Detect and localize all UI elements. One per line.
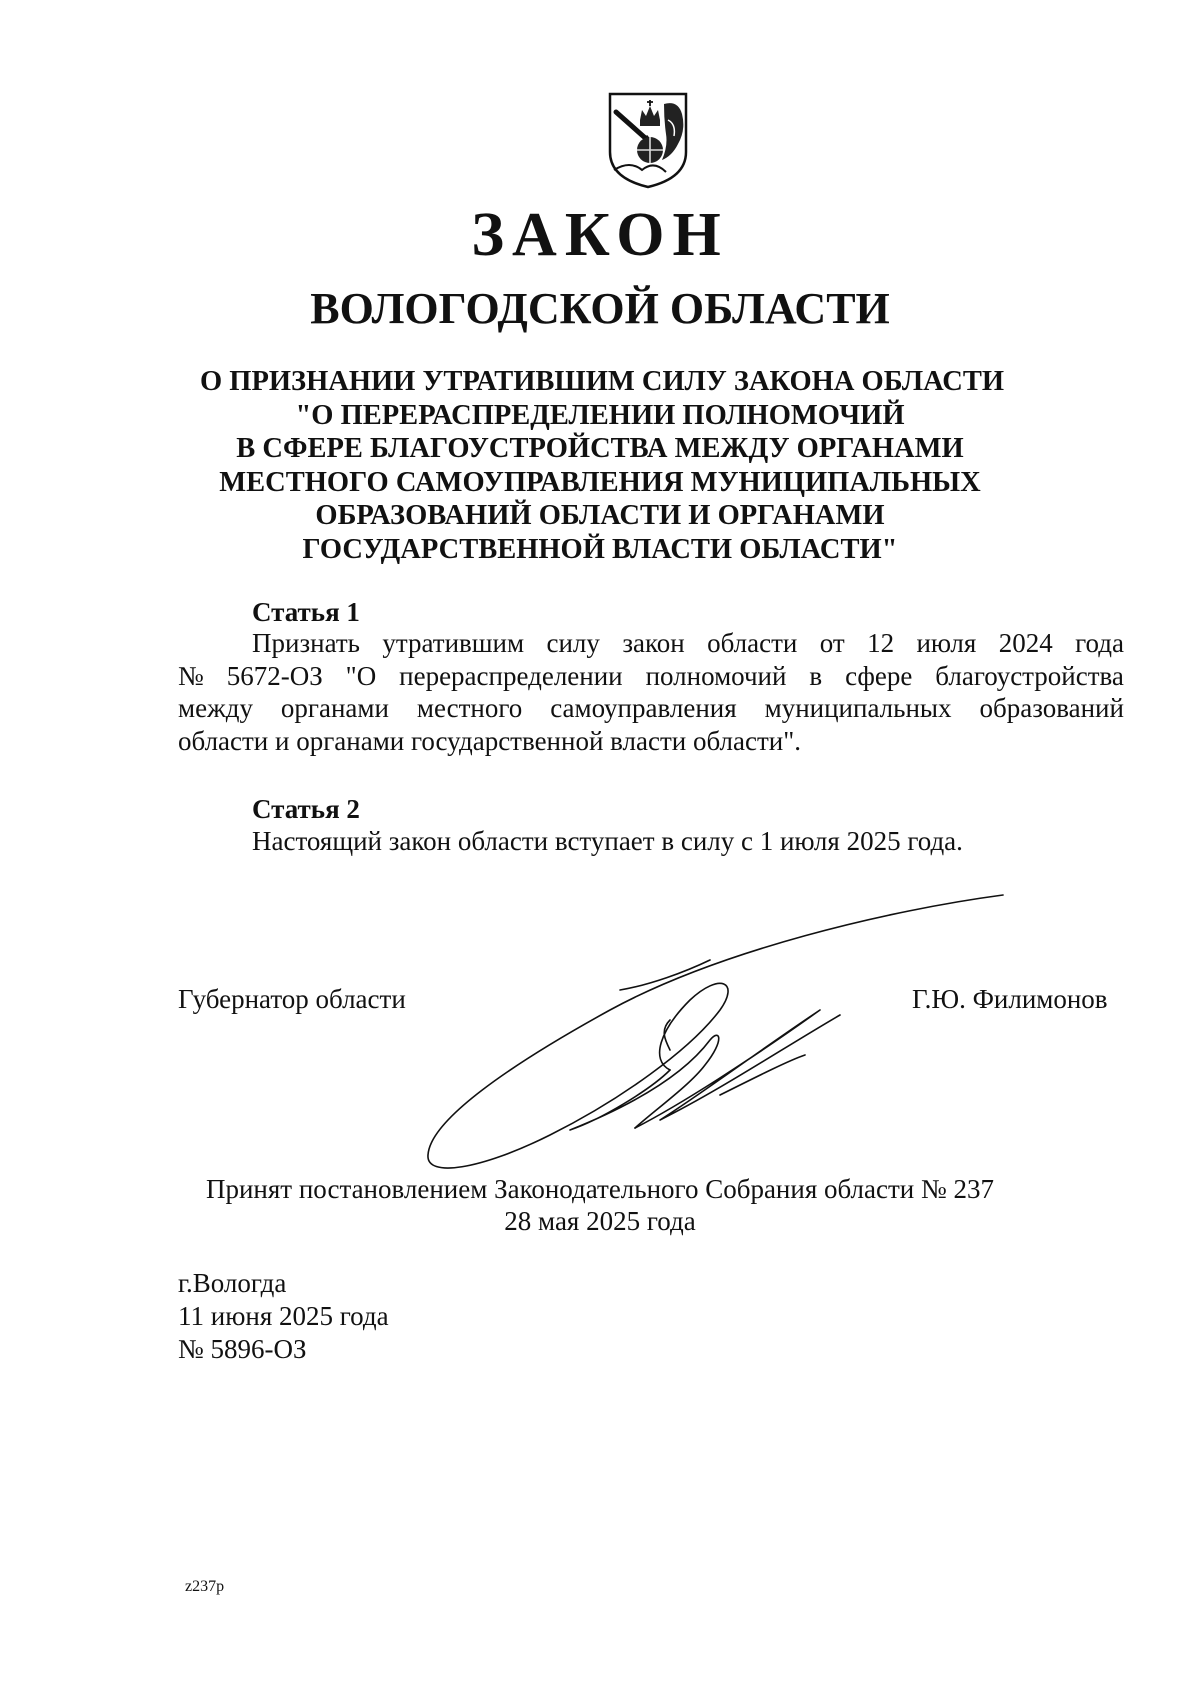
law-title: ЗАКОН	[471, 201, 729, 269]
heading-line: В СФЕРЕ БЛАГОУСТРОЙСТВА МЕЖДУ ОРГАНАМИ	[236, 433, 964, 464]
word: "О	[345, 660, 377, 691]
word: от	[819, 628, 845, 658]
word: самоуправления	[550, 693, 737, 723]
word: области	[707, 628, 798, 658]
word: закон	[622, 628, 685, 658]
word: образований	[979, 693, 1124, 723]
law-heading	[200, 365, 1005, 566]
word: в	[809, 660, 823, 691]
signatory-name: Г.Ю. Филимонов	[912, 984, 1108, 1014]
article-2-text: Настоящий закон области вступает в силу с 1 июля 2025 года.	[252, 826, 963, 856]
article-1-line-1	[178, 627, 1124, 660]
word: 12	[867, 628, 895, 658]
heading-line: МЕСТНОГО САМОУПРАВЛЕНИЯ МУНИЦИПАЛЬНЫХ	[219, 466, 981, 498]
word: 5672-ОЗ	[226, 660, 323, 691]
region-title: ВОЛОГОДСКОЙ ОБЛАСТИ	[310, 284, 890, 333]
heading-line: О ПРИЗНАНИИ УТРАТИВШИМ СИЛУ ЗАКОНА ОБЛАСТИ	[200, 366, 1005, 397]
article-2-body	[178, 825, 1124, 858]
word: между	[178, 693, 253, 723]
word: органами	[280, 693, 389, 723]
word: силу	[546, 628, 600, 658]
article-1-line-2	[178, 660, 1124, 693]
word: Признать	[252, 628, 360, 658]
document-code: z237p	[185, 1578, 225, 1595]
word: местного	[416, 693, 523, 723]
document-footer	[178, 1267, 389, 1366]
article-2-title: Статья 2	[252, 794, 360, 824]
word: полномочий	[645, 660, 787, 691]
city: г.Вологда	[178, 1268, 287, 1298]
signing-date: 11 июня 2025 года	[178, 1301, 389, 1331]
article-1-title: Статья 1	[252, 597, 360, 627]
word: благоустройства	[935, 660, 1124, 691]
word: июля	[916, 628, 977, 658]
article-1-body	[178, 627, 1124, 757]
heading-line: ОБРАЗОВАНИЙ ОБЛАСТИ И ОРГАНАМИ	[315, 500, 885, 531]
word: муниципальных	[764, 693, 952, 723]
handwritten-signature	[420, 890, 1020, 1180]
adoption-date: 28 мая 2025 года	[504, 1206, 696, 1236]
article-1-line-4: области и органами государственной власти области".	[178, 725, 802, 756]
word: 2024	[998, 628, 1053, 658]
law-number: № 5896-ОЗ	[178, 1334, 307, 1364]
word: №	[178, 660, 204, 691]
word: сфере	[845, 660, 913, 691]
heading-line: ГОСУДАРСТВЕННОЙ ВЛАСТИ ОБЛАСТИ"	[302, 533, 898, 565]
signatory-position: Губернатор области	[178, 984, 406, 1014]
coat-of-arms-emblem	[606, 90, 690, 190]
word: утратившим	[382, 628, 525, 658]
word: года	[1075, 628, 1124, 658]
heading-line: "О ПЕРЕРАСПРЕДЕЛЕНИИ ПОЛНОМОЧИЙ	[295, 399, 905, 431]
adoption-line-1: Принят постановлением Законодательного Собрания области № 237	[205, 1174, 995, 1204]
article-1-line-3	[178, 692, 1124, 725]
word: перераспределении	[399, 660, 623, 691]
adoption-note	[0, 1173, 1200, 1237]
